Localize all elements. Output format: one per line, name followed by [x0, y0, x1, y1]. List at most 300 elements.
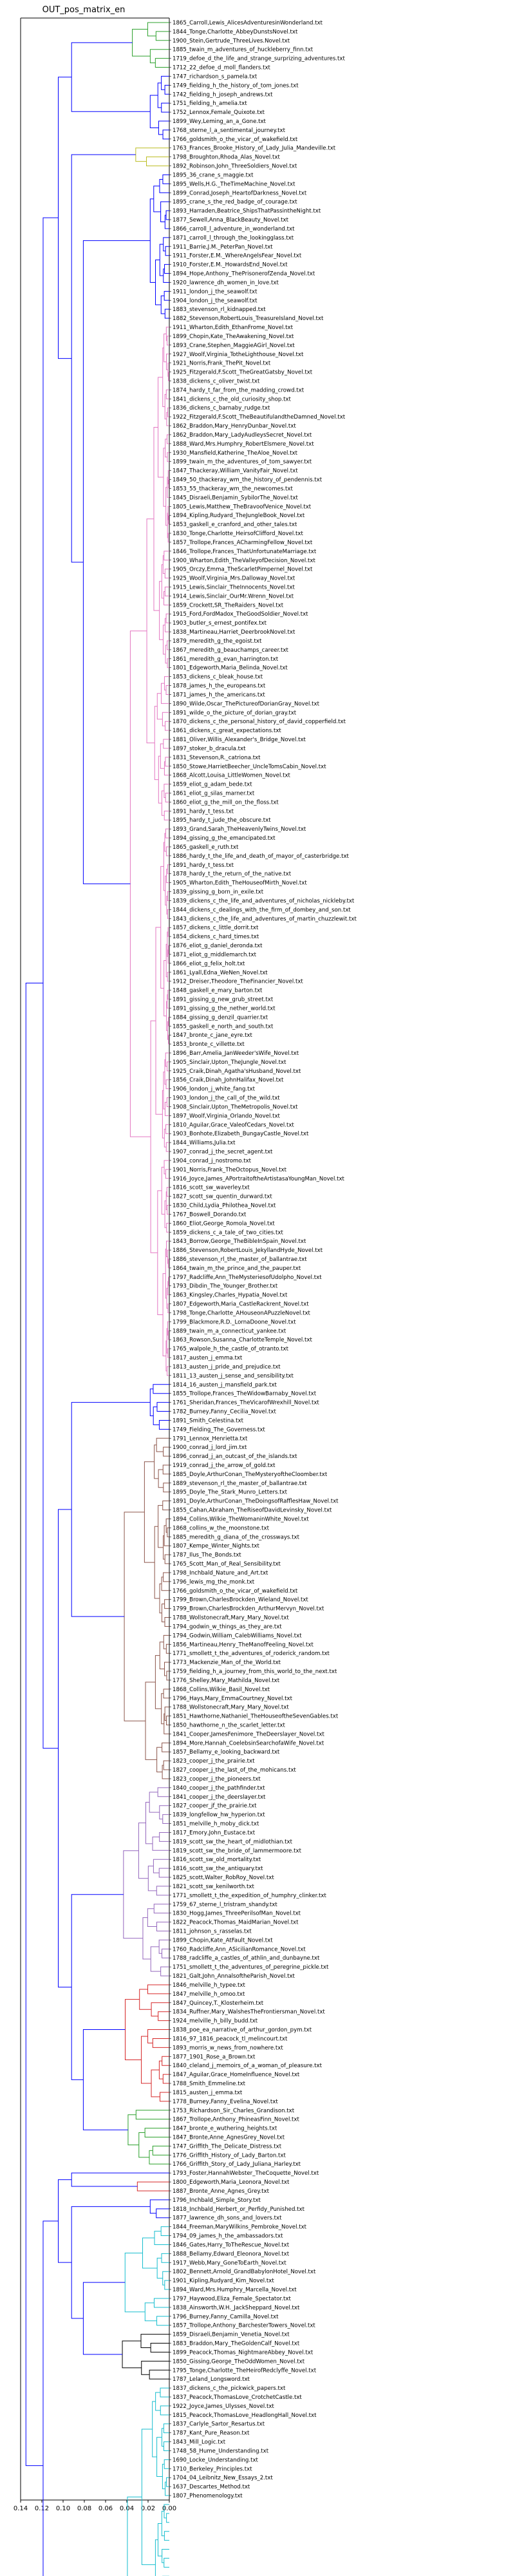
leaf-label: 1830_Child,Lydia_Philothea_Novel.txt: [173, 1202, 276, 1209]
x-tick-label: 0.12: [34, 2505, 50, 2512]
leaf-label: 1815_Peacock,ThomasLove_HeadlongHall_Novel.txt: [173, 2412, 317, 2419]
dendrogram-link: [167, 336, 169, 345]
dendrogram-link: [142, 2429, 155, 2564]
dendrogram-link: [163, 1465, 169, 1474]
dendrogram-link: [162, 2550, 169, 2563]
leaf-label: 1888_Ward,Mrs.Humphry_RobertElsmere_Novel.txt: [173, 440, 314, 448]
dendrogram-link: [136, 148, 169, 162]
dendrogram-link: [167, 1716, 169, 1725]
leaf-label: 1844_Freeman,MaryWilkins_Pembroke_Novel.txt: [173, 2224, 307, 2231]
leaf-label: 1811_johnson_s_rasselas.txt: [173, 1928, 252, 1935]
leaf-label: 1843_Mill_Logic.txt: [173, 2439, 226, 2446]
dendrogram-link: [164, 591, 169, 605]
leaf-label: 1798_Tonge,Charlotte_AHouseonAPuzzleNovel.txt: [173, 1310, 310, 1317]
leaf-label: 1816_scott_sw_the_antiquary.txt: [173, 1866, 263, 1873]
leaf-label: 1847_Quincey,T._Klosterheim.txt: [173, 2000, 264, 2007]
dendrogram-link: [140, 1989, 151, 2009]
leaf-label: 1896_conrad_j_an_outcast_of_the_islands.txt: [173, 1454, 297, 1461]
leaf-label: 1886_stevenson_rl_the_master_of_ballantrae.txt: [173, 1256, 307, 1263]
leaf-label: 1841_cooper_j_the_deerslayer.txt: [173, 1794, 266, 1801]
leaf-label: 1838_poe_ea_narrative_of_arthur_gordon_pym.txt: [173, 2027, 312, 2034]
dendrogram-link: [162, 1949, 169, 1958]
dendrogram-link: [160, 582, 164, 639]
dendrogram-link: [161, 1967, 169, 1976]
dendrogram-link: [143, 1918, 151, 1959]
dendrogram-link: [130, 631, 151, 1137]
leaf-label: 1776_Shelley,Mary_Mathilda_Novel.txt: [173, 1677, 280, 1684]
leaf-label: 1857_Trollope,Frances_ACharmingFellow_Novel.txt: [173, 539, 313, 546]
dendrogram-link: [153, 2038, 169, 2047]
leaf-label: 1710_Berkeley_Principles.txt: [173, 2466, 252, 2473]
leaf-label: 1891_gissing_g_new_grub_street.txt: [173, 996, 274, 1003]
leaf-label: 1930_Mansfield,Katherine_TheAloe_Novel.txt: [173, 450, 297, 457]
leaf-label: 1922_Joyce,James_Ulysses_Novel.txt: [173, 2403, 274, 2410]
leaf-label: 1788_radcliffe_a_castles_of_athlin_and_dunbayne.txt: [173, 1955, 320, 1962]
dendrogram-link: [148, 2030, 169, 2043]
leaf-label: 1885_meredith_g_diana_of_the_crossways.txt: [173, 1534, 299, 1541]
leaf-label: 1900_conrad_j_lord_jim.txt: [173, 1444, 247, 1452]
leaf-label: 1847_bronte_e_wuthering_heights.txt: [173, 2125, 277, 2132]
dendrogram-link: [164, 811, 169, 820]
leaf-label: 1853_bronte_c_villette.txt: [173, 1041, 245, 1048]
leaf-label: 1847_melville_h_omoo.txt: [173, 1991, 245, 1998]
leaf-label: 1871_carroll_l_through_the_lookingglass.txt: [173, 234, 294, 242]
dendrogram-link: [136, 2110, 169, 2119]
dendrogram-link: [71, 2173, 169, 2186]
dendrogram-link: [167, 1062, 169, 1071]
leaf-label: 1749_Fielding_The_Governess.txt: [173, 1426, 265, 1434]
dendrogram-link: [167, 2514, 169, 2523]
leaf-label: 1800_Edgeworth,Maria_Leonora_Novel.txt: [173, 2179, 290, 2186]
leaf-label: 1905_Wharton,Edith_TheHouseofMirth_Novel.txt: [173, 880, 307, 887]
leaf-label: 1794_godwin_w_things_as_they_are.txt: [173, 1624, 282, 1631]
chart-title: OUT_pos_matrix_en: [42, 5, 126, 15]
leaf-label: 1749_fielding_h_the_history_of_tom_jones.txt: [173, 82, 299, 90]
dendrogram-link: [167, 1098, 169, 1107]
leaf-label: 1900_Wharton,Edith_TheValleyofDecision_Novel.txt: [173, 557, 315, 564]
dendrogram-link: [160, 2092, 169, 2101]
dendrogram-link: [148, 1866, 156, 1891]
leaf-label: 1748_58_Hume_Understanding.txt: [173, 2448, 269, 2455]
dendrogram-link: [124, 1851, 143, 1938]
dendrogram-link: [163, 1501, 169, 1510]
dendrogram-link: [165, 757, 169, 766]
dendrogram-link: [59, 77, 72, 359]
leaf-label: 1901_Kipling,Rudyard_Kim_Novel.txt: [173, 2278, 274, 2285]
dendrogram-link: [160, 2388, 169, 2397]
leaf-label: 1893_Harraden,Beatrice_ShipsThatPassintheNight.txt: [173, 208, 321, 215]
dendrogram-link: [157, 1403, 169, 1412]
leaf-label: 1890_Wilde,Oscar_ThePictureofDorianGray_Novel.txt: [173, 701, 319, 708]
leaf-label: 1827_scott_sw_quentin_durward.txt: [173, 1193, 272, 1200]
dendrogram-link: [167, 435, 169, 444]
dendrogram-link: [164, 2442, 169, 2451]
dendrogram-link: [165, 569, 169, 578]
dendrogram-link: [153, 1837, 169, 1850]
dendrogram-link: [153, 1859, 169, 1873]
dendrogram-link: [164, 1573, 169, 1582]
leaf-label: 1850_Gissing,George_TheOddWomen_Novel.txt: [173, 2358, 305, 2365]
leaf-label: 1822_Peacock,Thomas_MaidMarian_Novel.txt: [173, 1919, 299, 1926]
leaf-label: 1801_Edgeworth,Maria_Belinda_Novel.txt: [173, 665, 288, 672]
dendrogram-link: [156, 2392, 161, 2410]
leaf-label: 1797_Radcliffe,Ann_TheMysteriesofUdolpho_Novel.txt: [173, 1274, 322, 1281]
dendrogram-link: [125, 2000, 141, 2060]
leaf-label: 1889_twain_m_a_connecticut_yankee.txt: [173, 1328, 286, 1335]
leaf-label: 1825_scott,Walter_RobRoy_Novel.txt: [173, 1875, 274, 1882]
leaf-label: 1847_Thackeray,William_VanityFair_Novel.txt: [173, 468, 298, 475]
leaf-label: 1856_Craik,Dinah_JohnHalifax_Novel.txt: [173, 1077, 284, 1084]
x-tick-label: 0.10: [55, 2505, 71, 2512]
dendrogram-link: [166, 1124, 169, 1133]
leaf-label: 1788_Smith_Emmeline.txt: [173, 2081, 246, 2088]
leaf-label: 1849_50_thackeray_wm_the_history_of_pendennis.txt: [173, 477, 323, 484]
dendrogram-link: [164, 551, 169, 560]
dendrogram-link: [158, 83, 162, 108]
dendrogram-link: [151, 2070, 160, 2097]
dendrogram-link: [160, 2406, 169, 2415]
dendrogram-link: [167, 1367, 169, 1376]
dendrogram-link: [145, 2303, 156, 2321]
dendrogram-link: [162, 1743, 169, 1752]
leaf-label: 1905_Sinclair,Upton_TheJungle_Novel.txt: [173, 1059, 286, 1066]
dendrogram-link: [163, 130, 169, 139]
leaf-label: 1894_Hope,Anthony_ThePrisonerofZenda_Novel.txt: [173, 270, 315, 278]
leaf-label: 1911_Forster,E.M._WhereAngelsFear_Novel.txt: [173, 252, 302, 260]
leaf-label: 1854_dickens_c_hard_times.txt: [173, 934, 259, 941]
dendrogram-link: [160, 179, 169, 193]
dendrogram-link: [151, 2344, 169, 2353]
leaf-label: 1819_scott_sw_the_bride_of_lammermoore.txt: [173, 1848, 302, 1855]
leaf-label: 1819_scott_sw_the_heart_of_midlothian.txt: [173, 1839, 292, 1846]
leaf-label: 1827_cooper_j_the_last_of_the_mohicans.txt: [173, 1767, 296, 1774]
leaf-label: 1747_Griffith_The_Delicate_Distress.txt: [173, 2143, 282, 2150]
dendrogram-link: [156, 260, 162, 305]
leaf-label: 1846_Gates,Harry_ToTheRescue_Novel.txt: [173, 2242, 290, 2249]
dendrogram-link: [166, 847, 169, 856]
leaf-label: 1911_Wharton,Edith_EthanFrome_Novel.txt: [173, 325, 293, 332]
dendrogram-link: [164, 2459, 169, 2468]
dendrogram-link: [165, 1053, 169, 1066]
dendrogram-link: [167, 2477, 169, 2486]
dendrogram-link: [165, 2482, 169, 2496]
leaf-label: 1818_Inchbald_Herbert_or_Perfidy_Punished.txt: [173, 2206, 304, 2213]
dendrogram-link: [83, 2282, 125, 2354]
dendrogram-link: [163, 2271, 169, 2285]
dendrogram-link: [142, 2361, 169, 2374]
leaf-label: 1765_walpole_h_the_castle_of_otranto.txt: [173, 1346, 288, 1353]
leaf-label: 1843_Borrow,George_TheBibleInSpain_Novel.txt: [173, 1238, 306, 1245]
leaf-label: 1857_dickens_c_little_dorrit.txt: [173, 925, 259, 932]
leaf-label: 1776_Griffith_History_of_Lady_Barton.txt: [173, 2152, 286, 2159]
leaf-label: 1855_Cahan,Abraham_TheRiseofDavidLevinsky_Novel.txt: [173, 1507, 332, 1514]
leaf-label: 1900_Stein,Gertrude_ThreeLives.Novel.txt: [173, 37, 290, 44]
leaf-label: 1850_hawthorne_n_the_scarlet_letter.txt: [173, 1722, 285, 1729]
leaf-label: 1897_Woolf,Virginia_Orlando_Novel.txt: [173, 1113, 280, 1120]
leaf-label: 1882_Stevenson,RobertLouis_TreasureIsland_Novel.txt: [173, 316, 324, 323]
leaf-label: 1925_Fitzgerald,F.Scott_TheGreatGatsby_Novel.txt: [173, 369, 313, 376]
leaf-label: 1859_Crockett,SR_TheRaiders_Novel.txt: [173, 602, 284, 609]
leaf-label: 1855_Trollope,Frances_TheWidowBarnaby_Novel.txt: [173, 1390, 317, 1397]
leaf-label: 1823_cooper_j_the_prairie.txt: [173, 1758, 255, 1765]
leaf-label: 1916_Joyce,James_APortraitoftheArtistasaYoungMan_Novel.txt: [173, 1175, 344, 1182]
leaf-label: 1799_Blackmore,R.D._LornaDoone_Novel.txt: [173, 1319, 296, 1326]
dendrogram-link: [158, 121, 169, 135]
leaf-label: 1865_Carroll,Lewis_AlicesAdventuresinWonderland.txt: [173, 19, 323, 26]
dendrogram-link: [167, 1671, 169, 1680]
dendrogram-link: [149, 2150, 169, 2164]
leaf-label: 1794_Godwin,William_CalebWilliams_Novel.txt: [173, 1633, 302, 1640]
dendrogram-link: [166, 1519, 169, 1532]
leaf-label: 1920_lawrence_dh_women_in_love.txt: [173, 279, 279, 287]
x-tick-label: 0.06: [98, 2505, 113, 2512]
leaf-label: 1813_austen_j_pride_and_prejudice.txt: [173, 1363, 281, 1370]
leaf-label: 1893_Grand,Sarah_TheHeavenlyTwins_Novel.txt: [173, 826, 306, 833]
leaf-label: 1848_gaskell_e_mary_barton.txt: [173, 987, 263, 994]
leaf-label: 1817_austen_j_emma.txt: [173, 1355, 243, 1362]
dendrogram-link: [138, 1823, 148, 1879]
leaf-label: 1836_dickens_c_barnaby_rudge.txt: [173, 405, 270, 412]
x-tick-label: 0.08: [77, 2505, 92, 2512]
leaf-label: 1751_fielding_h_amelia.txt: [173, 100, 247, 108]
leaf-label: 1793_Dibdin_The_Younger_Brother.txt: [173, 1283, 278, 1290]
dendrogram-link: [154, 2298, 169, 2307]
dendrogram-link: [166, 211, 169, 220]
leaf-label: 1881_Oliver,Willis_Alexander's_Bridge_Novel.txt: [173, 737, 306, 744]
leaf-label: 1861_meredith_g_evan_harrington.txt: [173, 656, 279, 663]
leaf-label: 1919_conrad_j_the_arrow_of_gold.txt: [173, 1463, 276, 1470]
leaf-label: 1878_hardy_t_the_return_of_the_native.txt: [173, 871, 292, 878]
leaf-label: 1893_Crane,Stephen_MaggieAGirl_Novel.txt: [173, 342, 295, 349]
dendrogram-link: [164, 291, 169, 300]
leaf-label: 1899_Conrad,Joseph_HeartofDarkness_Novel.txt: [173, 190, 307, 197]
dendrogram-link: [161, 683, 169, 703]
leaf-label: 1841_Cooper,JamesFenimore_TheDeerslayer_Novel.txt: [173, 1731, 324, 1738]
leaf-label: 1793_Foster,HannahWebster_TheCoquette_Novel.txt: [173, 2170, 319, 2177]
dendrogram-link: [153, 1385, 169, 1394]
leaf-label: 1816_scott_sw_waverley.txt: [173, 1184, 250, 1191]
leaf-label: 1742_fielding_h_joseph_andrews.txt: [173, 91, 273, 99]
dendrogram-link: [156, 1438, 169, 1452]
dendrogram-link: [163, 1815, 169, 1824]
dendrogram-link: [164, 1689, 169, 1698]
leaf-label: 1807_Edgeworth,Maria_CastleRackrent_Novel.txt: [173, 1301, 309, 1308]
leaf-label: 1807_Phenomenology.txt: [173, 2493, 243, 2500]
leaf-label: 1885_twain_m_adventures_of_huckleberry_finn.txt: [173, 46, 314, 53]
leaf-label: 1840_cooper_j_the_pathfinder.txt: [173, 1785, 265, 1792]
leaf-label: 1814_16_austen_j_mansfield_park.txt: [173, 1381, 277, 1388]
dendrogram-link: [165, 1707, 169, 1721]
leaf-label: 1796_Burney,Fanny_Camilla_Novel.txt: [173, 2313, 279, 2320]
leaf-label: 1895_Wells,H.G._TheTimeMachine_Novel.txt: [173, 181, 295, 188]
dendrogram-link: [164, 238, 169, 251]
dendrogram-link: [165, 1618, 169, 1627]
leaf-label: 1894_Ward,Mrs.Humphry_Marcella_Novel.txt: [173, 2287, 297, 2294]
leaf-label: 1838_dickens_c_oliver_twist.txt: [173, 378, 260, 385]
dendrogram-link: [144, 1462, 154, 1562]
leaf-label: 1866_eliot_g_felix_holt.txt: [173, 960, 245, 967]
dendrogram-link: [159, 1868, 169, 1877]
leaf-label: 1768_sterne_l_a_sentimental_journey.txt: [173, 127, 285, 134]
leaf-label: 1907_conrad_j_the_secret_agent.txt: [173, 1149, 273, 1156]
dendrogram-link: [161, 2227, 169, 2236]
dendrogram-link: [166, 614, 169, 623]
leaf-label: 1838_Ainsworth,W.H._JackSheppard_Novel.txt: [173, 2304, 300, 2311]
dendrogram-link: [162, 712, 169, 726]
dendrogram-link: [153, 2146, 169, 2155]
leaf-label: 1891_Smith_Celestina.txt: [173, 1417, 243, 1425]
leaf-label: 1860_eliot_g_the_mill_on_the_floss.txt: [173, 799, 279, 806]
leaf-label: 1861_Lyall,Edna_WeNen_Novel.txt: [173, 969, 268, 976]
leaf-label: 1895_hardy_t_jude_the_obscure.txt: [173, 817, 271, 824]
leaf-label: 1876_eliot_g_daniel_deronda.txt: [173, 943, 263, 950]
leaf-label: 1891_Doyle,ArthurConan_TheDoingsofRafflesHaw_Novel.txt: [173, 1498, 339, 1505]
leaf-label: 1886_hardy_t_the_life_and_death_of_mayor_of_casterbridge.txt: [173, 853, 349, 860]
leaf-label: 1637_Descartes_Method.txt: [173, 2484, 250, 2491]
leaf-label: 1834_Ruffner,Mary_WalshesTheFrontiersman_Novel.txt: [173, 2009, 325, 2016]
dendrogram-link: [161, 866, 164, 988]
dendrogram-link: [157, 2316, 169, 2325]
dendrogram-link: [165, 85, 169, 94]
leaf-label: 1899_Chopin,Kate_AtFault_Novel.txt: [173, 1937, 273, 1944]
leaf-label: 1868_Collins,Wilkie_Basil_Novel.txt: [173, 1686, 270, 1693]
leaf-label: 1788_Wollstonecraft,Mary_Mary_Novel.txt: [173, 1615, 289, 1622]
leaf-label: 1863_Kingsley,Charles_Hypatia_Novel.txt: [173, 1292, 288, 1299]
dendrogram-link: [157, 1747, 162, 1772]
leaf-label: 1899_Chopin,Kate_TheAwakening_Novel.txt: [173, 333, 294, 340]
leaf-label: 1810_Aguilar,Grace_ValeofCedars_Novel.txt: [173, 1122, 294, 1129]
dendrogram-link: [137, 2182, 169, 2191]
leaf-label: 1704_04_Leibnitz_New_Essays_2.txt: [173, 2475, 273, 2482]
leaf-label: 1841_dickens_c_the_old_curiosity_shop.txt: [173, 396, 291, 403]
leaf-label: 1761_Sheridan,Frances_TheVicarofWrexhill_Novel.txt: [173, 1399, 319, 1406]
dendrogram-link: [160, 1832, 169, 1841]
leaf-label: 1782_Burney,Fanny_Cecilia_Novel.txt: [173, 1408, 276, 1416]
leaf-label: 1847_bronte_c_jane_eyre.txt: [173, 1032, 252, 1039]
leaf-label: 1840_cleland_j_memoirs_of_a_woman_of_pleasure.txt: [173, 2063, 322, 2070]
leaf-label: 1690_Locke_Understanding.txt: [173, 2457, 258, 2464]
leaf-label: 1843_dickens_c_the_life_and_adventures_of_martin_chuzzlewit.txt: [173, 916, 357, 923]
leaf-label: 1915_Lewis,Sinclair_TheInnocents_Novel.txt: [173, 584, 295, 591]
dendrogram-link: [162, 76, 169, 90]
dendrogram-link: [147, 1909, 156, 1927]
leaf-label: 1830_Hogg,James_ThreePerilsofMan_Novel.txt: [173, 1910, 301, 1917]
dendrogram-link: [157, 694, 162, 719]
leaf-label: 1844_dickens_c_dealings_with_the_firm_of_dombey_and_son.txt: [173, 907, 351, 914]
leaf-label: 1796_Hays,Mary_EmmaCourtney_Novel.txt: [173, 1695, 292, 1702]
leaf-label: 1894_Kipling,Rudyard_TheJungleBook_Novel.txt: [173, 513, 305, 520]
dendrogram-link: [158, 2012, 169, 2021]
leaf-label: 1896_Barr,Amelia_JanWeeder'sWife_Novel.txt: [173, 1050, 299, 1057]
leaf-label: 1788_Wollstonecraft,Mary_Mary_Novel.txt: [173, 1704, 289, 1711]
dendrogram-link: [165, 587, 169, 596]
leaf-label: 1853_55_thackeray_wm_the_newcomes.txt: [173, 486, 293, 493]
dendrogram-link: [43, 218, 59, 1748]
leaf-label: 1899_twain_m_the_adventures_of_tom_sawyer.txt: [173, 459, 312, 466]
leaf-label: 1798_Inchbald_Nature_and_Art.txt: [173, 1569, 268, 1577]
dendrogram-link: [147, 519, 154, 743]
leaf-label: 1895_Doyle_The_Stark_Munro_Letters.txt: [173, 1489, 288, 1496]
dendrogram-link: [71, 1895, 124, 2080]
dendrogram-link: [165, 215, 169, 229]
dendrogram-link: [165, 829, 169, 838]
leaf-label: 1862_Braddon,Mary_HenryDunbar_Novel.txt: [173, 423, 296, 430]
leaf-label: 1796_Inchbald_Simple_Story.txt: [173, 2197, 261, 2204]
leaf-label: 1863_Rowson,Susanna_CharlotteTemple_Novel.txt: [173, 1337, 312, 1344]
leaf-label: 1903_Bonhote,Elizabeth_BungayCastle_Novel.txt: [173, 1131, 309, 1138]
leaf-label: 1839_gissing_g_born_in_exile.txt: [173, 889, 264, 896]
leaf-label: 1924_melville_h_billy_budd.txt: [173, 2018, 258, 2025]
leaf-label: 1857_Bellamy_e_looking_backward.txt: [173, 1749, 280, 1756]
dendrogram-link: [163, 2074, 169, 2083]
leaf-label: 1844_Tonge,Charlotte_AbbeyDunstsNovel.txt: [173, 28, 298, 35]
leaf-label: 1917_Webb,Mary_GoneToEarth_Novel.txt: [173, 2260, 286, 2267]
dendrogram-link: [156, 32, 169, 41]
leaf-label: 1817_Emory,John_Eustace.txt: [173, 1830, 256, 1837]
leaf-label: 1864_twain_m_the_prince_and_the_pauper.txt: [173, 1265, 301, 1272]
leaf-label: 1759_67_sterne_l_tristram_shandy.txt: [173, 1901, 277, 1908]
x-tick-label: 0.02: [140, 2505, 156, 2512]
dendrogram-link: [165, 2280, 169, 2289]
leaf-label: 1837_dickens_c_the_pickwick_papers.txt: [173, 2385, 286, 2392]
dendrogram-link: [156, 2209, 169, 2218]
leaf-label: 1887_Bronte_Anne_Agnes_Grey.txt: [173, 2188, 269, 2195]
dendrogram-link: [162, 1167, 165, 1214]
dendrogram-link: [125, 2253, 145, 2312]
leaf-label: 1787_Kant_Pure_Reason.txt: [173, 2430, 250, 2437]
dendrogram-link: [154, 2231, 169, 2245]
dendrogram-link: [155, 59, 169, 68]
leaf-label: 1839_dickens_c_the_life_and_adventures_of_nicholas_nickleby.txt: [173, 898, 355, 905]
leaf-label: 1893_morris_w_news_from_nowhere.txt: [173, 2045, 283, 2052]
leaf-label: 1853_dickens_c_bleak_house.txt: [173, 674, 263, 681]
leaf-label: 1823_cooper_j_the_pioneers.txt: [173, 1776, 261, 1783]
leaf-label: 1807_Kempe_Winter_Nights.txt: [173, 1543, 259, 1550]
leaf-label: 1759_fielding_h_a_journey_from_this_world_to_the_next.txt: [173, 1669, 337, 1676]
leaf-label: 1904_london_j_the_seawolf.txt: [173, 298, 258, 305]
leaf-label: 1766_goldsmith_o_the_vicar_of_wakefield.txt: [173, 1587, 298, 1595]
leaf-label: 1859_eliot_g_adam_bede.txt: [173, 781, 252, 788]
leaf-label: 1861_dickens_c_great_expectations.txt: [173, 728, 281, 735]
leaf-label: 1802_Bennett,Arnold_GrandBabylonHotel_Novel.txt: [173, 2269, 316, 2276]
leaf-label: 1837_Peacock,ThomasLove_CrotchetCastle.txt: [173, 2394, 302, 2401]
leaf-label: 1855_gaskell_e_north_and_south.txt: [173, 1023, 274, 1030]
leaf-label: 1912_Dreiser,Theodore_TheFinancier_Novel.txt: [173, 978, 303, 985]
leaf-label: 1771_smollett_t_the_expedition_of_humphry_clinker.txt: [173, 1892, 326, 1899]
leaf-label: 1889_stevenson_rl_the_master_of_ballantrae.txt: [173, 1480, 307, 1487]
dendrogram-link: [124, 1512, 145, 1721]
dendrogram-link: [162, 2464, 165, 2488]
dendrogram-link: [151, 1021, 158, 1253]
dendrogram-link: [164, 784, 169, 798]
leaf-label: 1899_Wey,Leming_an_a_Gone.txt: [173, 118, 266, 126]
leaf-label: 1831_Stevenson,R._catriona.txt: [173, 754, 261, 761]
leaf-label: 1908_Sinclair,Upton_TheMetropolis_Novel.txt: [173, 1104, 298, 1111]
dendrogram-link: [156, 1886, 169, 1895]
leaf-label: 1712_22_defoe_d_moll_flanders.txt: [173, 64, 270, 71]
dendrogram-link: [158, 1506, 164, 1548]
leaf-label: 1846_Trollope,Frances_ThatUnfortunateMarriage.txt: [173, 548, 317, 555]
leaf-label: 1850_Stowe,HarrietBeecher_UncleTomsCabin_Novel.txt: [173, 763, 326, 770]
dendrogram-link: [71, 43, 150, 111]
dendrogram-link: [158, 1191, 163, 1315]
dendrogram-link: [164, 2532, 169, 2541]
leaf-label: 1719_defoe_d_the_life_and_strange_surprizing_adventures.txt: [173, 55, 345, 62]
leaf-label: 1837_Carlyle_Sartor_Resartus.txt: [173, 2421, 265, 2428]
dendrogram-link: [155, 1656, 161, 1709]
leaf-label: 1886_Stevenson,RobertLouis_JekyllandHyde_Novel.txt: [173, 1247, 323, 1255]
dendrogram-link: [166, 1080, 169, 1089]
